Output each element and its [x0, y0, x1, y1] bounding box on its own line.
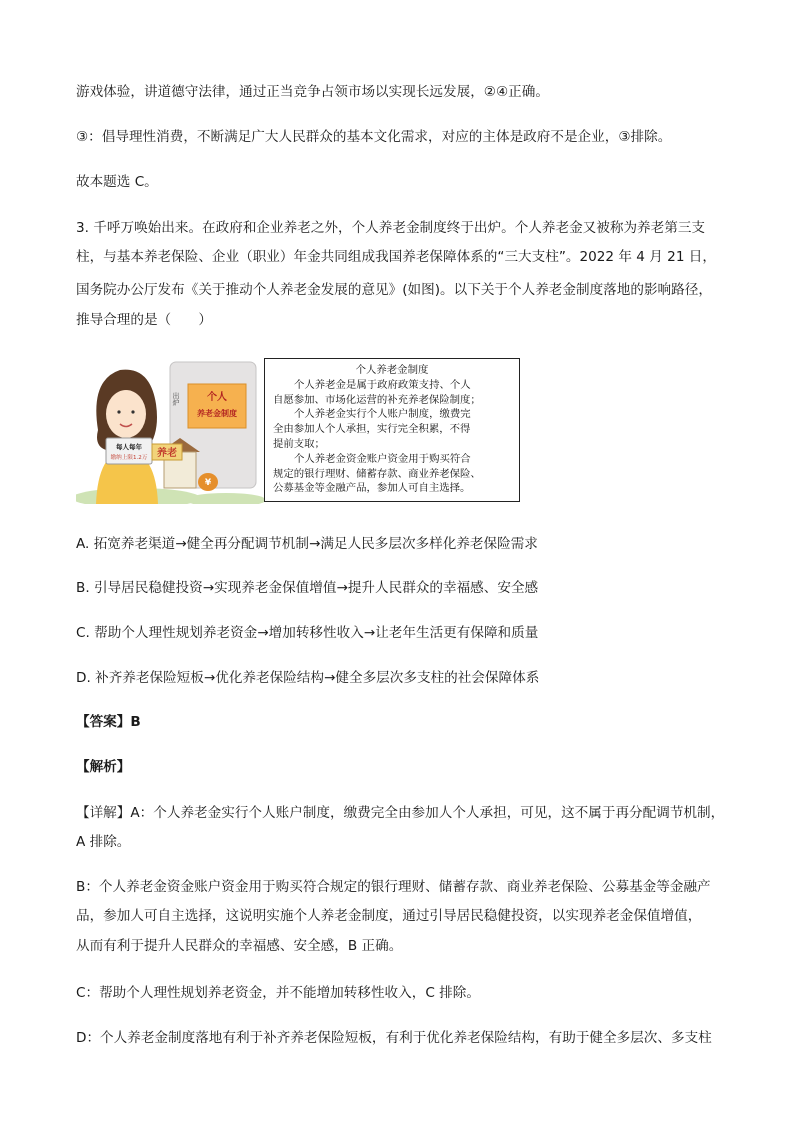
policy-box-title: 个人养老金制度: [355, 364, 429, 376]
pension-policy-box: [264, 358, 520, 502]
explanation-b-line-3: 从而有利于提升人民群众的幸福感、安全感，B 正确。: [76, 938, 403, 954]
answer-label: 【答案】B: [76, 714, 141, 730]
explanation-a-line-1: 【详解】A：个人养老金实行个人账户制度，缴费完全由参加人个人承担，可见，这不属于再分配调节机制，: [76, 805, 725, 821]
money-bag-symbol: ¥: [204, 478, 212, 488]
book-label-2: 养老金制度: [197, 409, 237, 418]
house-sign: 养老: [157, 448, 177, 459]
policy-box-line: 自愿参加、市场化运营的补充养老保险制度；: [273, 393, 481, 406]
policy-box-line: 提前支取；: [273, 437, 325, 450]
question-figure: [76, 352, 524, 504]
option-c: C. 帮助个人理性规划养老资金→增加转移性收入→让老年生活更有保障和质量: [76, 625, 539, 641]
option-a: A. 拓宽养老渠道→健全再分配调节机制→满足人民多层次多样化养老保险需求: [76, 536, 538, 552]
policy-box-line: 规定的银行理财、储蓄存款、商业养老保险、: [273, 467, 481, 480]
question-line-2: 柱，与基本养老保险、企业（职业）年金共同组成我国养老保障体系的“三大支柱”。2022 年 4 月 21 日，: [76, 249, 716, 265]
policy-box-line: 全由参加人个人承担，实行完全积累，不得: [273, 423, 471, 436]
pension-illustration: [76, 352, 264, 504]
option-d: D. 补齐养老保险短板→优化养老保险结构→健全多层次多支柱的社会保障体系: [76, 670, 540, 686]
policy-box-line: 个人养老金实行个人账户制度，缴费完: [294, 408, 471, 421]
explanation-b-line-1: B：个人养老金资金账户资金用于购买符合规定的银行理财、储蓄存款、商业养老保险、公募基金等金融产: [76, 879, 711, 895]
explanation-c-line-1: C：帮助个人理性规划养老资金，并不能增加转移性收入，C 排除。: [76, 985, 480, 1001]
explanation-b-line-2: 品，参加人可自主选择，这说明实施个人养老金制度，通过引导居民稳健投资，以实现养老金保值增值，: [76, 908, 702, 924]
card-line-1: 每人每年: [116, 443, 142, 451]
explanation-d-line-1: D：个人养老金制度落地有利于补齐养老保险短板，有利于优化养老保险结构，有助于健全多层次、多支柱: [76, 1030, 712, 1046]
option-b: B. 引导居民稳健投资→实现养老金保值增值→提升人民群众的幸福感、安全感: [76, 580, 539, 596]
line-p1: 游戏体验，讲道德守法律，通过正当竞争占领市场以实现长远发展，②④正确。: [76, 84, 549, 100]
line-p3: 故本题选 C。: [76, 174, 158, 190]
face-shape: [106, 390, 146, 438]
question-line-3: 国务院办公厅发布《关于推动个人养老金发展的意见》(如图)。以下关于个人养老金制度落地的影响路径，: [76, 282, 712, 298]
policy-box-line: 个人养老金资金账户资金用于购买符合: [294, 452, 471, 465]
line-p2: ③：倡导理性消费，不断满足广大人民群众的基本文化需求，对应的主体是政府不是企业，③排除。: [76, 129, 672, 145]
side-label: 出炉: [172, 392, 180, 406]
question-line-4: 推导合理的是（ ）: [76, 312, 212, 328]
question-line-1: 3. 千呼万唤始出来。在政府和企业养老之外，个人养老金制度终于出炉。个人养老金又被称为养老第三支: [76, 220, 706, 236]
book-label-1: 个人: [207, 392, 227, 403]
analysis-label: 【解析】: [76, 759, 131, 775]
policy-box-line: 公募基金等金融产品，参加人可自主选择。: [273, 482, 471, 495]
policy-box-line: 个人养老金是属于政府政策支持、个人: [294, 378, 471, 391]
explanation-a-line-2: A 排除。: [76, 834, 131, 850]
card-line-2: 缴纳上限1.2万: [110, 455, 148, 461]
